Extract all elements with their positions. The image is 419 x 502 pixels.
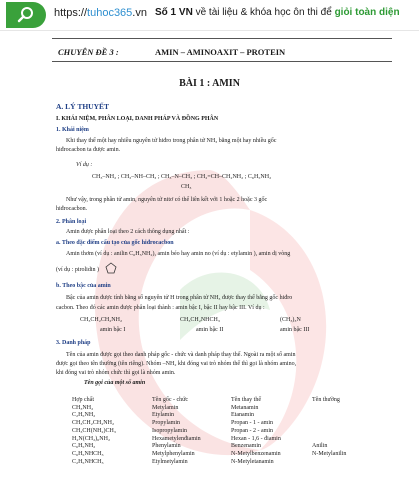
para-3: Amin được phân loại theo 2 cách thông dụng nhất : [66,229,190,235]
table-cell: C₂H₅NHCH₃ [72,458,104,465]
degree-2-formula: CH₃CH₂NHCH₃ [180,317,220,323]
table-cell: Metylamin [152,404,179,411]
para-1-line-1: Khi thay thế một hay nhiều nguyên tử hiđro trong phân tử NH₃ bằng một hay nhiều gốc [66,138,277,144]
table-cell [312,436,346,444]
table-caption: Tên gọi của một số amin [84,380,146,386]
degree-1-label: amin bậc I [100,327,126,333]
table-cell: N-Metylbenzenamin [231,450,281,457]
heading-concept: 1. Khái niệm [56,127,89,133]
table-cell: CH₃NH₂ [72,404,94,411]
site-url[interactable] [54,7,147,19]
section-1-heading: I. KHÁI NIỆM, PHÂN LOẠI, DANH PHÁP VÀ ĐỒNG PHÂN [56,116,219,122]
para-6-line-3: khi đóng vai trò nhóm chức thì gọi là nhóm amin. [56,370,176,376]
table-cell: Hexan - 1,6 - điamin [231,435,281,442]
pyrrolidine-structure [104,262,118,274]
heading-2b: b. Theo bậc của amin [56,283,111,289]
section-a-heading: A. LÝ THUYẾT [56,102,109,111]
table-col-radical-name [152,397,201,466]
url-brand: tuhoc365 [87,7,133,19]
table-cell: Etanamin [231,412,254,419]
url-prefix: https:// [54,7,88,19]
para-6-line-1: Tên của amin được gọi theo danh pháp gốc - chức và danh pháp thay thế. Ngoài ra một số amin [66,352,296,358]
table-cell: Metanamin [231,404,259,411]
table-cell: Hexametylenđiamin [152,435,201,442]
table-cell [312,459,346,467]
table-cell [312,405,346,413]
para-1-line-2: hiđrocacbon ta được amin. [56,147,121,153]
degree-2-label: amin bậc II [196,327,224,333]
slogan-mid: về tài liệu & khóa học ôn thi để [192,7,335,18]
degree-3-label: amin bậc III [280,327,310,333]
table-header: Hợp chất [72,397,94,403]
para-4-line-2: (ví dụ : pirolidin ) [56,267,99,273]
table-cell: Phenylamin [152,443,181,450]
chapter-label: CHUYÊN ĐỀ 3 : [58,47,119,57]
top-rule [52,38,392,39]
para-5-line-2: cacbon. Theo đó các amin được phân loại thành : amin bậc I, bậc II hay bậc III. Ví dụ : [56,305,265,311]
table-cell: CH₃CH(NH₂)CH₃ [72,427,116,434]
table-cell: N-Metylanilin [312,450,347,457]
site-logo[interactable] [6,2,46,28]
para-4-line-1: Amin thơm (ví dụ : anilin C₆H₅NH₂), amin béo hay amin no (ví dụ : etylamin ), amin dị vòng [66,251,291,257]
table-cell: C₂H₅NH₂ [72,412,96,419]
table-cell: Propylamin [152,420,180,427]
table-cell: Isopropylamin [152,427,187,434]
table-col-common-name [312,397,346,466]
example-methyl-branch: CH₃ [181,184,192,190]
para-2-line-2: hiđrocacbon. [56,206,88,212]
table-cell: Anilin [312,443,328,450]
heading-naming: 3. Danh pháp [56,340,91,346]
table-cell [312,428,346,436]
table-cell [312,420,346,428]
para-5-line-1: Bậc của amin được tính bằng số nguyên tử H trong phân tử NH₃ được thay thế bằng gốc hiđro [66,295,293,301]
table-cell: Propan - 1 - amin [231,420,273,427]
degree-1-formula: CH₃CH₂CH₂NH₂ [80,317,123,323]
heading-2a: a. Theo đặc điểm cấu tạo của gốc hiđrocacbon [56,240,174,246]
table-cell: C₆H₅NHCH₃ [72,450,104,457]
table-cell: CH₃CH₂CH₂NH₂ [72,420,115,427]
url-suffix: .vn [132,7,147,19]
site-slogan [155,7,400,18]
example-formulas: CH₃–NH₂ ; CH₃–NH–CH₃ ; CH₃–N–CH₃ ; CH₂=CH–CH₂NH₂ ; C₆H₅NH₂ [92,174,272,180]
table-cell: Propan - 2 - amin [231,427,273,434]
table-cell: Metylphenylamin [152,450,195,457]
table-cell: Etylmetylamin [152,458,188,465]
table-cell: H₂N(CH₂)₆NH₂ [72,435,111,442]
para-2-line-1: Như vậy, trong phân tử amin, nguyên tử nitơ có thể liên kết với 1 hoặc 2 hoặc 3 gốc [66,197,268,203]
lesson-title: BÀI 1 : AMIN [179,78,240,89]
table-cell [312,412,346,420]
table-header: Tên thường [312,397,340,403]
table-cell: N-Metyletanamin [231,458,274,465]
table-col-substitutive-name [231,397,281,466]
slogan-bold: Số 1 VN [155,7,193,18]
table-cell: Benzenamin [231,443,261,450]
table-col-compound [72,397,116,466]
example-label: Ví dụ : [76,162,93,168]
site-header [0,0,419,31]
table-header: Tên gốc - chức [152,397,189,403]
table-cell: Etylamin [152,412,174,419]
table-cell: C₆H₅NH₂ [72,443,96,450]
chapter-title: AMIN – AMINOAXIT – PROTEIN [155,47,286,57]
search-icon [17,6,35,24]
table-header: Tên thay thế [231,397,261,403]
chapter-rule [52,61,392,62]
slogan-green: giỏi toàn diện [334,7,400,18]
para-6-line-2: được gọi theo tên thường (tên riêng). Nhóm –NH₂ khi đóng vai trò nhóm thế thì gọi là nhóm amino, [56,361,297,367]
heading-classification: 2. Phân loại [56,219,87,225]
degree-3-formula: (CH₃)₃N [280,317,301,323]
